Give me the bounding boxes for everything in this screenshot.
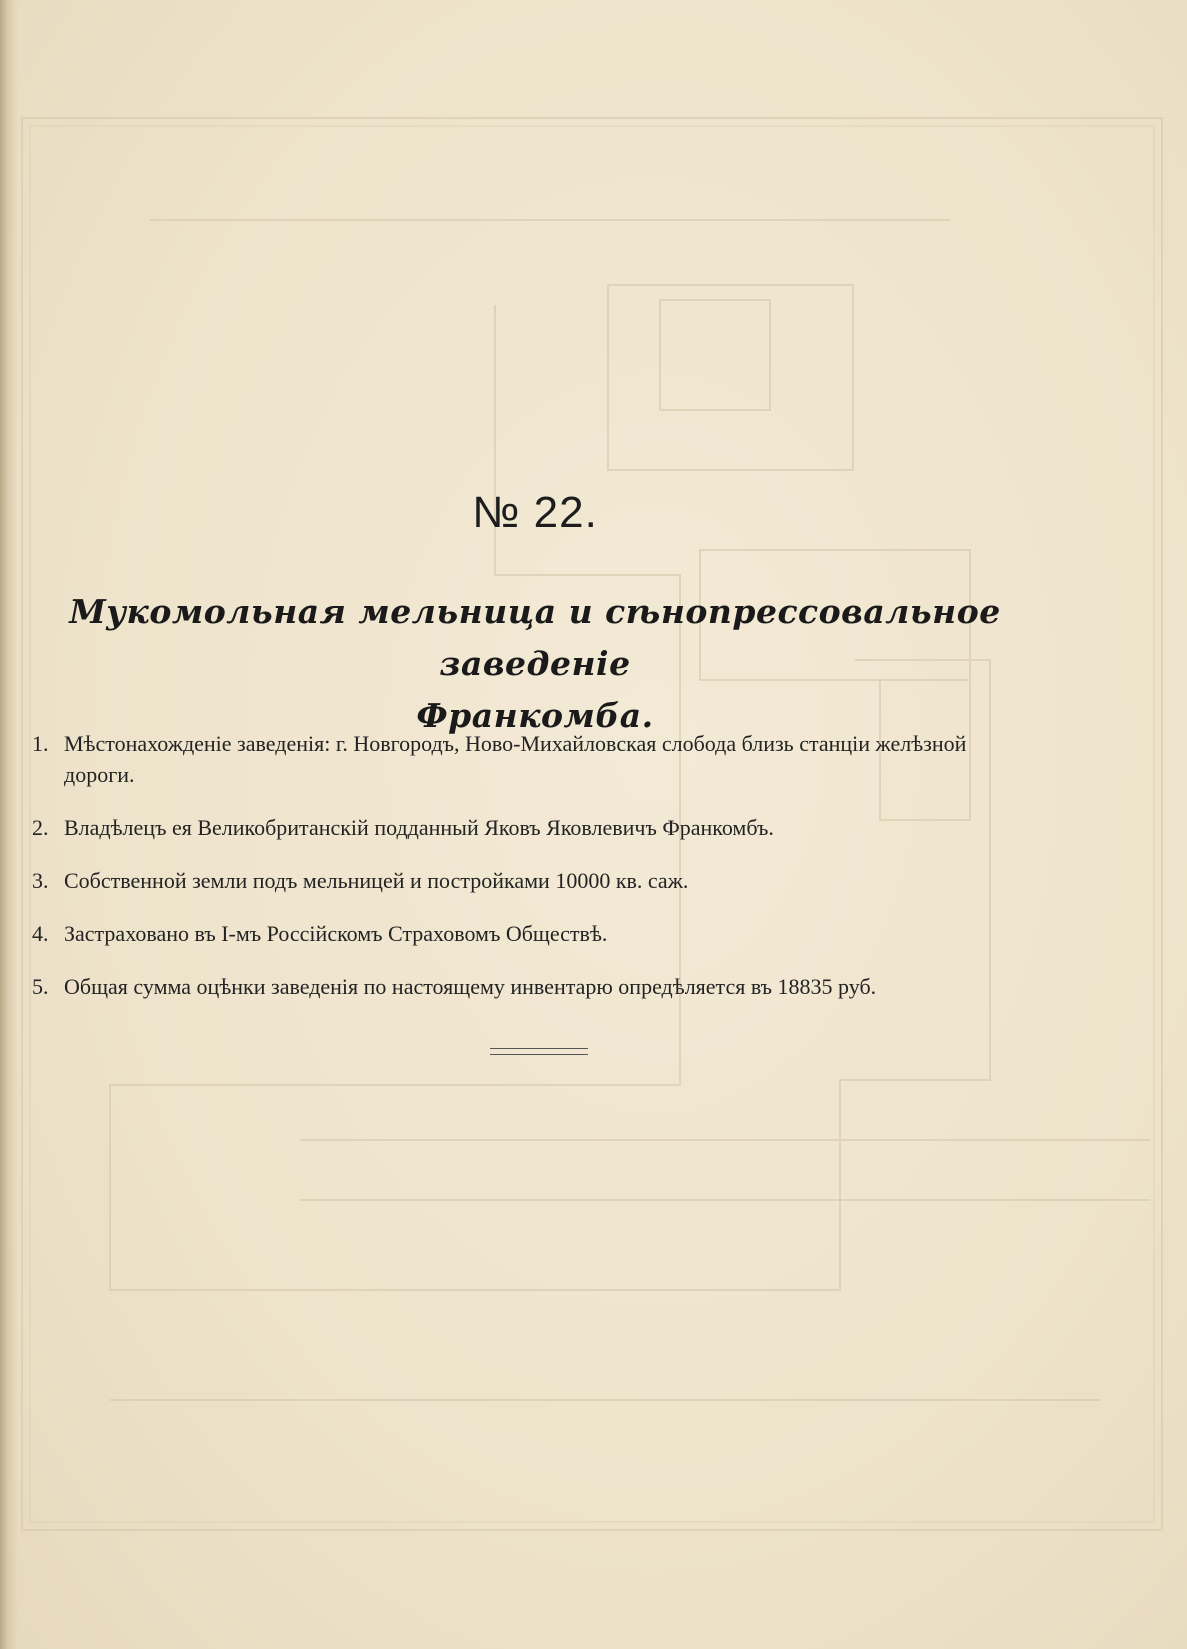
- item-number: 2.: [32, 815, 49, 840]
- list-item: [32, 812, 1042, 843]
- list-item: [32, 728, 1042, 790]
- item-text: Мѣстонахожденіе заведенія: г. Новгородъ, Ново-Михайловская слобода близь станціи желѣзной дороги.: [64, 731, 967, 787]
- item-number: 1.: [32, 731, 49, 756]
- list-item: [32, 865, 1042, 896]
- item-text: Застраховано въ I-мъ Россійскомъ Страховомъ Обществѣ.: [64, 921, 608, 946]
- list-item: [32, 971, 1042, 1002]
- item-text: Собственной земли подъ мельницей и постройками 10000 кв. саж.: [64, 868, 689, 893]
- item-number: 3.: [32, 868, 49, 893]
- item-text: Общая сумма оцѣнки заведенія по настоящему инвентарю опредѣляется въ 18835 руб.: [64, 974, 877, 999]
- entry-number: № 22.: [472, 488, 598, 537]
- title-line-1: Мукомольная мельница и сѣнопрессовальное заведеніе: [69, 592, 1001, 683]
- title-line-2: Франкомба.: [416, 696, 654, 735]
- double-rule-divider: [490, 1048, 588, 1055]
- item-number: 4.: [32, 921, 49, 946]
- list-item: [32, 918, 1042, 949]
- item-number: 5.: [32, 974, 49, 999]
- details-list: [32, 728, 1042, 1024]
- page-binding-edge: [0, 0, 18, 1649]
- item-text: Владѣлецъ ея Великобританскій подданный Яковъ Яковлевичъ Франкомбъ.: [64, 815, 774, 840]
- establishment-title: [60, 586, 1010, 742]
